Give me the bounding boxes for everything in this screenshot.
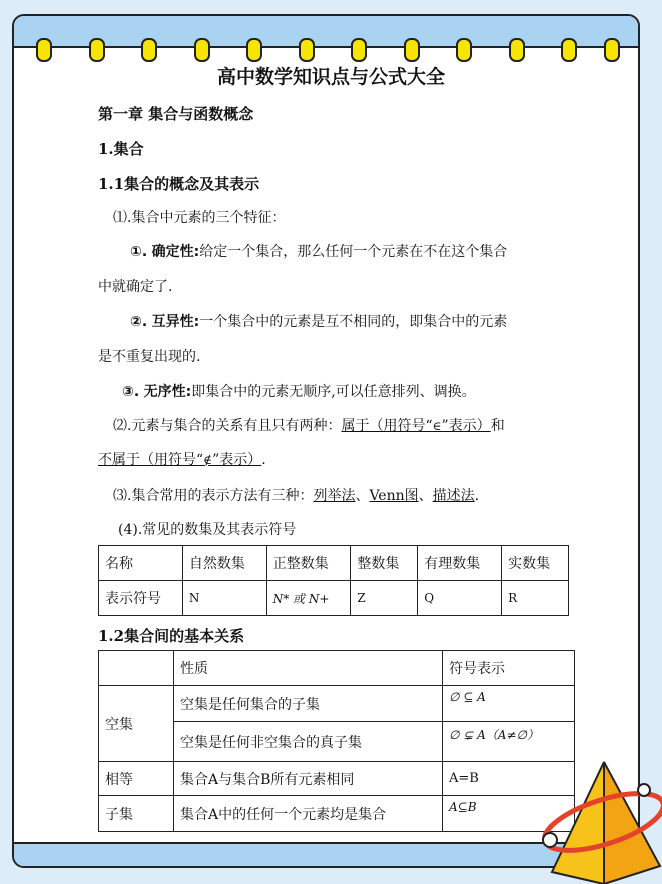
binding-ring (351, 38, 367, 62)
binding-ring (246, 38, 262, 62)
binding-ring (194, 38, 210, 62)
table-header-cell: 名称 (99, 546, 183, 581)
separator: 、 (355, 488, 370, 504)
pyramid-decoration-icon (532, 754, 662, 884)
property-text: 给定一个集合，那么任何一个元素在不在这个集合 (199, 244, 508, 260)
table-row (99, 796, 575, 832)
table-cell: R (502, 581, 569, 616)
property-number: ③. (122, 384, 140, 400)
belongs-text-end: ”表示） (441, 418, 491, 434)
binding-ring (141, 38, 157, 62)
table-row (99, 762, 575, 796)
not-belongs-text: 不属于（用符号“ (98, 452, 204, 468)
table-header-cell: 实数集 (502, 546, 569, 581)
property-2 (130, 311, 507, 331)
table-cell: A=B (443, 762, 575, 796)
period: . (474, 488, 480, 504)
table-cell: Z (351, 581, 418, 616)
not-belongs-phrase (98, 452, 261, 468)
property-number: ①. (130, 244, 148, 260)
table-cell: A⊆B (443, 796, 575, 832)
binding-line (30, 46, 622, 48)
table-header-cell: 性质 (174, 651, 443, 686)
not-belongs-symbol: ∉ (203, 453, 213, 467)
table-row (99, 651, 575, 686)
method-description: 描述法 (432, 488, 475, 504)
top-band (14, 16, 638, 48)
not-belongs-text-end: ”表示） (212, 452, 262, 468)
table-cell: ∅ ⊆ A (443, 686, 575, 722)
table-row (99, 581, 569, 616)
table-cell: N* 或 N+ (266, 581, 351, 616)
table-cell: Q (418, 581, 502, 616)
separator: 、 (418, 488, 433, 504)
binding-ring (456, 38, 472, 62)
item-4: (4).常见的数集及其表示符号 (118, 522, 297, 538)
binding-ring (604, 38, 620, 62)
property-2-continued: 是不重复出现的. (98, 349, 201, 365)
item-3-prefix: ⑶.集合常用的表示方法有三种： (113, 488, 314, 504)
binding-ring (509, 38, 525, 62)
item-2 (113, 415, 505, 435)
chapter-heading: 第一章 集合与函数概念 (98, 105, 254, 123)
table-cell: N (182, 581, 266, 616)
table-cell: 空集是任何集合的子集 (174, 686, 443, 722)
table-cell: 集合A与集合B所有元素相同 (174, 762, 443, 796)
property-number: ②. (130, 314, 148, 330)
item-2-prefix: ⑵.元素与集合的关系有且只有两种： (113, 418, 342, 434)
table-cell: 子集 (99, 796, 174, 832)
method-venn: Venn图 (369, 488, 419, 504)
table-cell: 空集是任何非空集合的真子集 (174, 722, 443, 762)
page-title: 高中数学知识点与公式大全 (216, 66, 445, 88)
table-header-cell: 有理数集 (418, 546, 502, 581)
binding-ring (299, 38, 315, 62)
number-sets-table (98, 545, 569, 616)
property-1 (130, 241, 507, 261)
table-cell: 集合A中的任何一个元素均是集合 (174, 796, 443, 832)
binding-ring (561, 38, 577, 62)
binding-ring (36, 38, 52, 62)
table-cell: 表示符号 (99, 581, 183, 616)
property-text: 即集合中的元素无顺序,可以任意排列、调换。 (191, 384, 476, 400)
table-row (99, 546, 569, 581)
subsection-heading: 1.2集合间的基本关系 (98, 627, 245, 645)
period: . (261, 452, 266, 468)
table-row (99, 686, 575, 722)
table-header-cell: 正整数集 (266, 546, 351, 581)
table-cell: 相等 (99, 762, 174, 796)
set-relations-table (98, 650, 575, 832)
subsection-heading: 1.1集合的概念及其表示 (98, 175, 260, 193)
property-keyword: 无序性: (143, 384, 192, 400)
section-heading: 1.集合 (98, 140, 144, 158)
conjunction: 和 (490, 418, 505, 434)
belongs-text: 属于（用符号“ (341, 418, 433, 434)
table-cell: ∅ ⊊ A（A≠∅） (443, 722, 575, 762)
property-keyword: 互异性: (151, 314, 200, 330)
method-enumeration: 列举法 (313, 488, 356, 504)
property-keyword: 确定性: (151, 244, 200, 260)
belongs-to-phrase (341, 418, 490, 434)
property-text: 一个集合中的元素是互不相同的，即集合中的元素 (199, 314, 508, 330)
table-header-cell: 自然数集 (182, 546, 266, 581)
property-3 (122, 381, 476, 401)
table-header-cell (99, 651, 174, 686)
item-3 (113, 485, 479, 505)
binding-ring (404, 38, 420, 62)
item-2-continued (98, 449, 266, 469)
binding-ring (89, 38, 105, 62)
property-1-continued: 中就确定了. (98, 279, 173, 295)
table-cell: 空集 (99, 686, 174, 762)
table-header-cell: 整数集 (351, 546, 418, 581)
item-1-label: ⑴.集合中元素的三个特征： (113, 210, 286, 226)
belongs-symbol: ∈ (432, 419, 442, 433)
table-header-cell: 符号表示 (443, 651, 575, 686)
